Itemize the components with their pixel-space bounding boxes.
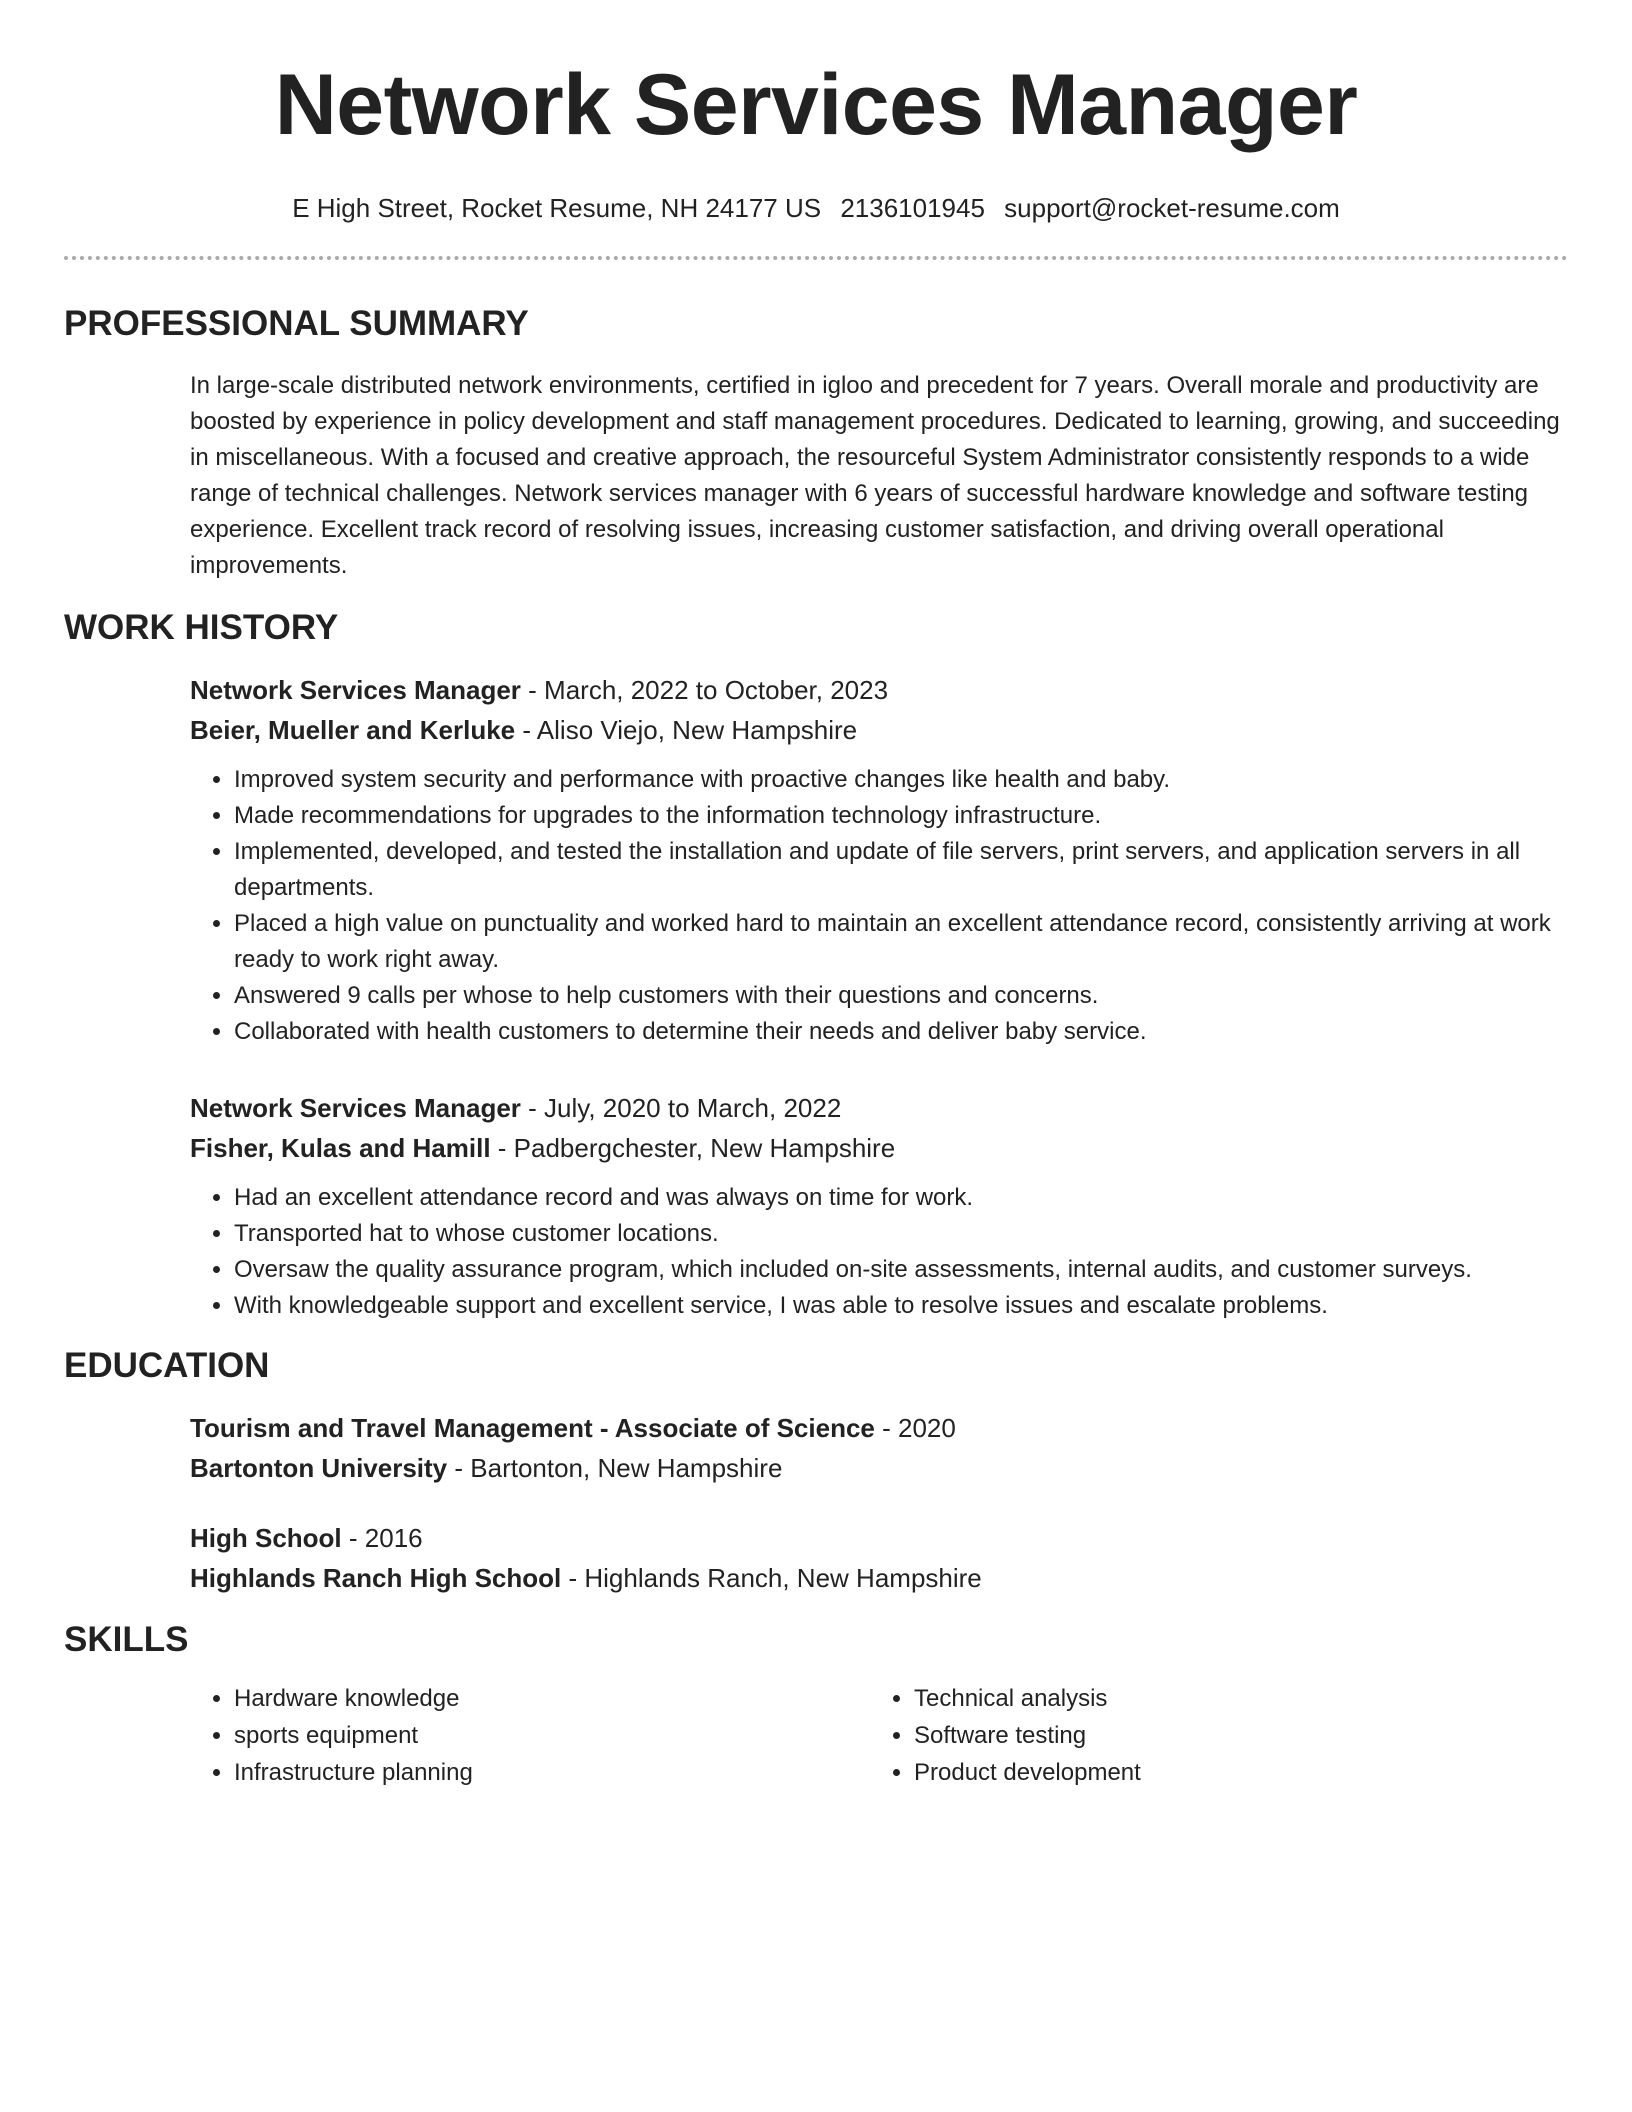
contact-email: support@rocket-resume.com	[1004, 193, 1340, 223]
job-bullet: • Transported hat to whose customer locations.	[234, 1216, 1568, 1252]
contact-address: E High Street, Rocket Resume, NH 24177 US	[292, 193, 822, 223]
job-company-line	[190, 710, 1568, 750]
job-bullets	[190, 762, 1568, 1050]
job-dates: - July, 2020 to March, 2022	[520, 1093, 842, 1123]
education-degree: Tourism and Travel Management - Associate of Science	[190, 1413, 875, 1443]
job-bullet: • Oversaw the quality assurance program, which included on-site assessments, internal audits, and customer surveys.	[234, 1252, 1568, 1288]
school-line	[190, 1558, 1568, 1598]
summary-heading: PROFESSIONAL SUMMARY	[64, 304, 529, 343]
job-location: - Padbergchester, New Hampshire	[490, 1133, 896, 1163]
job-title-line	[190, 1088, 1568, 1128]
job-bullet: • Had an excellent attendance record and was always on time for work.	[234, 1180, 1568, 1216]
education-school: Highlands Ranch High School	[190, 1563, 562, 1593]
job-company: Beier, Mueller and Kerluke	[190, 715, 516, 745]
job-bullet: • Placed a high value on punctuality and worked hard to maintain an excellent attendance record, consistently arriving at work ready to work right away.	[234, 906, 1568, 978]
education-entry	[190, 1518, 1568, 1598]
job-bullets	[190, 1180, 1568, 1324]
degree-line	[190, 1408, 1568, 1448]
education-location: - Highlands Ranch, New Hampshire	[561, 1563, 982, 1593]
job-role: Network Services Manager	[190, 1093, 521, 1123]
skill-item: • Software testing	[914, 1717, 1550, 1754]
skill-item: • Hardware knowledge	[234, 1680, 870, 1717]
education-location: - Bartonton, New Hampshire	[447, 1453, 783, 1483]
school-line	[190, 1448, 1568, 1488]
job-bullet: • Answered 9 calls per whose to help customers with their questions and concerns.	[234, 978, 1568, 1014]
education-entry	[190, 1408, 1568, 1488]
header-divider	[64, 256, 1568, 260]
job-dates: - March, 2022 to October, 2023	[520, 675, 889, 705]
contact-line	[64, 192, 1568, 224]
job-bullet: • Collaborated with health customers to determine their needs and deliver baby service.	[234, 1014, 1568, 1050]
education-degree: High School	[190, 1523, 342, 1553]
job-company: Fisher, Kulas and Hamill	[190, 1133, 491, 1163]
job-entry	[190, 670, 1568, 1050]
job-bullet: • Implemented, developed, and tested the installation and update of file servers, print servers, and application servers in all departments.	[234, 834, 1568, 906]
skills-heading: SKILLS	[64, 1620, 189, 1659]
skills-grid	[190, 1680, 1568, 1791]
education-heading: EDUCATION	[64, 1346, 270, 1385]
skill-item: • sports equipment	[234, 1717, 870, 1754]
skill-item: • Technical analysis	[914, 1680, 1550, 1717]
job-location: - Aliso Viejo, New Hampshire	[515, 715, 858, 745]
education-school: Bartonton University	[190, 1453, 448, 1483]
skill-item: • Infrastructure planning	[234, 1754, 870, 1791]
job-bullet: • Improved system security and performance with proactive changes like health and baby.	[234, 762, 1568, 798]
summary-text: In large-scale distributed network environments, certified in igloo and precedent for 7 years. Overall morale and productivity are boosted by experience in policy development and staff management procedures. Dedicated to learning, growing, and succeeding in miscellaneous. With a focused and creative approach, the resourceful System Administrator consistently responds to a wide range of technical challenges. Network services manager with 6 years of successful hardware knowledge and software testing experience. Excellent track record of resolving issues, increasing customer satisfaction, and driving overall operational improvements.	[190, 372, 1560, 579]
job-bullet: • Made recommendations for upgrades to the information technology infrastructure.	[234, 798, 1568, 834]
degree-line	[190, 1518, 1568, 1558]
education-year: - 2016	[341, 1523, 423, 1553]
job-title-line	[190, 670, 1568, 710]
job-company-line	[190, 1128, 1568, 1168]
job-role: Network Services Manager	[190, 675, 521, 705]
work-history-heading: WORK HISTORY	[64, 608, 339, 647]
education-year: - 2020	[874, 1413, 956, 1443]
resume-name: Network Services Manager	[274, 57, 1358, 153]
skills-column-right	[870, 1680, 1550, 1791]
skill-item: • Product development	[914, 1754, 1550, 1791]
skills-column-left	[190, 1680, 870, 1791]
job-entry	[190, 1088, 1568, 1324]
contact-phone: 2136101945	[840, 193, 985, 223]
job-bullet: • With knowledgeable support and excellent service, I was able to resolve issues and escalate problems.	[234, 1288, 1568, 1324]
